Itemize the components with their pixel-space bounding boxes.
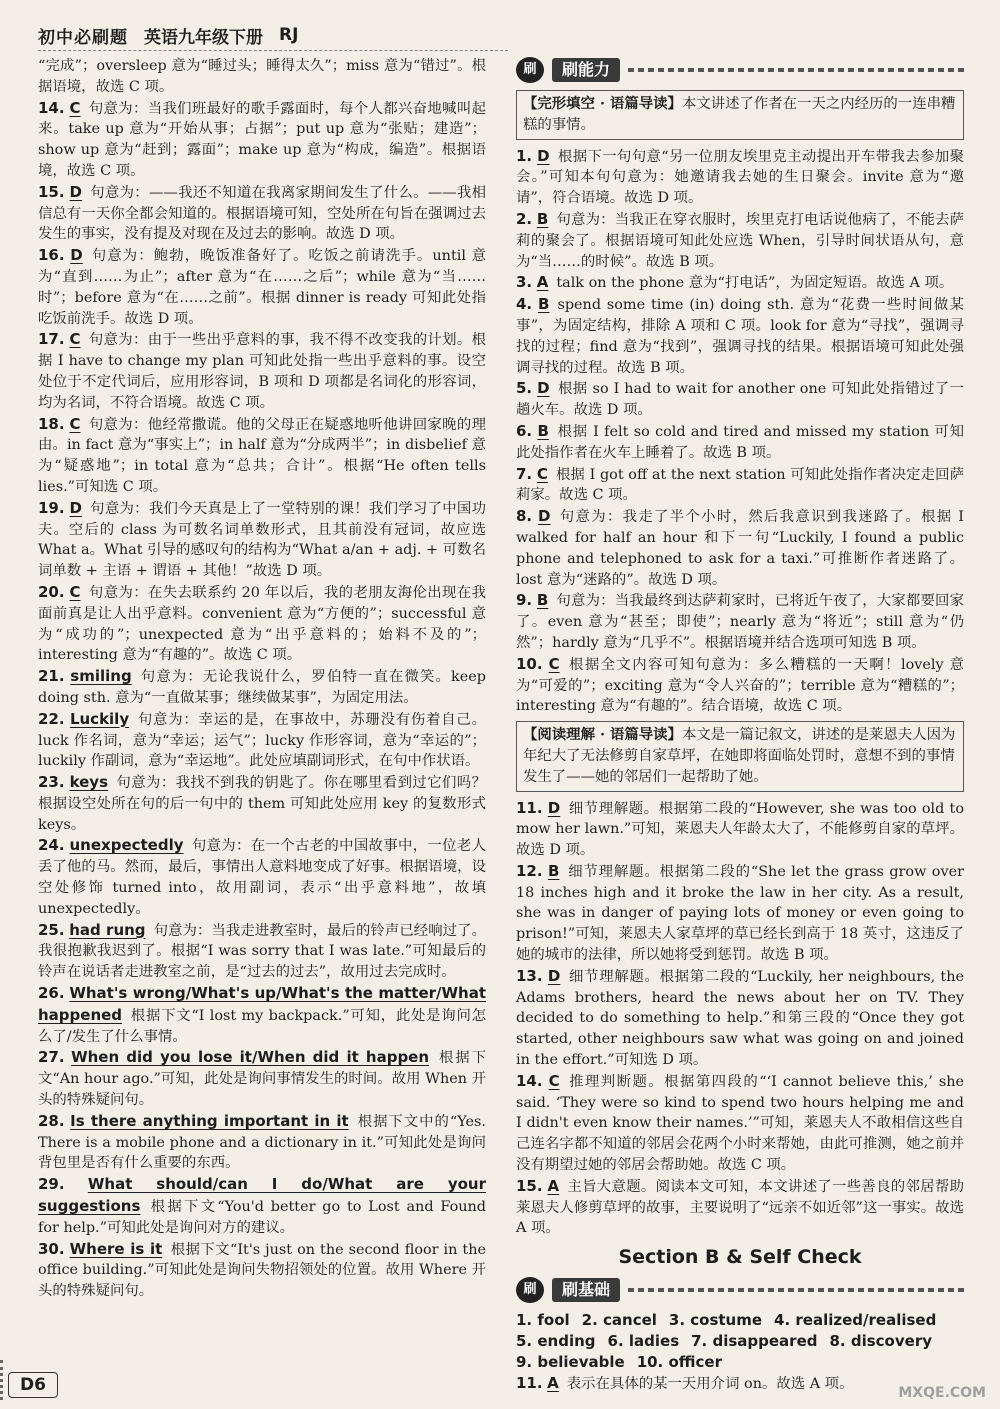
book-title: 英语九年级下册 bbox=[144, 27, 263, 48]
item-answer: B bbox=[536, 591, 549, 610]
item-answer: A bbox=[547, 1176, 560, 1195]
answer-item bbox=[38, 56, 486, 98]
item-number: 15. bbox=[38, 182, 65, 201]
item-answer: A bbox=[547, 1374, 559, 1393]
item-explanation: 根据下文“I lost my backpack.”可知，此处是询问怎么了/发生了什么事情。 bbox=[38, 1007, 486, 1045]
answer-item bbox=[516, 861, 964, 966]
item-explanation: 句意为：在失去联系约 20 年以后，我的老朋友海伦出现在我面前真是让人出乎意料。convenient 意为“方便的”；successful 意为“成功的”；unexpected 意为“出乎意料的；始料不及的”；interesting 意为“有趣的”。故选 C 项。 bbox=[38, 584, 486, 664]
item-answer: C bbox=[69, 582, 81, 601]
item-number: 17. bbox=[38, 330, 65, 349]
item-explanation: 主旨大意题。阅读本文可知，本文讲述了一些善良的邻居帮助莱恩夫人修剪草坪的故事，主要说明了“远亲不如近邻”这一事实。故选 A 项。 bbox=[516, 1178, 964, 1237]
item-explanation: talk on the phone 意为“打电话”，为固定短语。故选 A 项。 bbox=[556, 275, 954, 292]
item-explanation: 句意为：当我正在穿衣服时，埃里克打电话说他病了，不能去萨莉的聚会了。根据语境可知此处应选 When，引导时间状语从句，意为“当……的时候”。故选 B 项。 bbox=[516, 211, 964, 270]
item-number: 28. bbox=[38, 1111, 65, 1130]
item-number: 11. bbox=[516, 798, 543, 817]
item-answer: B bbox=[538, 295, 550, 314]
item-answer: D bbox=[537, 146, 550, 165]
item-answer: keys bbox=[69, 773, 109, 792]
item-answer: B bbox=[547, 861, 560, 880]
item-explanation: 根据 I felt so cold and tired and missed my station 可知此处指作者在火车上睡着了。故选 B 项。 bbox=[516, 423, 964, 461]
vocab-answer: 1. fool bbox=[516, 1311, 570, 1330]
reading-guide-text: 本文是一篇记叙文，讲述的是莱恩夫人因为年纪大了无法修剪自家草坪，在她即将面临处罚时，意想不到的事情发生了——她的邻居们一起帮助了她。 bbox=[523, 727, 956, 785]
item-explanation: 句意为：当我最终到达萨莉家时，已将近午夜了，大家都要回家了。even 意为“甚至；即使”；nearly 意为“将近”；still 意为“仍然”；hardly 意为“几乎不”。根据语境并结合选项可知选 B 项。 bbox=[516, 593, 964, 651]
last-answer bbox=[516, 1373, 964, 1395]
item-number: 6. bbox=[516, 421, 533, 440]
vocab-answer: 5. ending bbox=[516, 1332, 596, 1351]
item-explanation: 细节理解题。根据第二段的“She let the grass grow over 18 inches high and it broke the law in her city. As a result, she was in danger of paying lots of money or even going to prison!”可知，莱恩夫人家草坪的草已经长到高于 18 英寸，这违反了她的城市的法律，所以她将受到惩罚。故选 B 项。 bbox=[516, 863, 965, 964]
reading-guide bbox=[516, 721, 964, 791]
item-answer: smiling bbox=[70, 667, 132, 686]
item-number: 21. bbox=[38, 667, 65, 686]
item-number: 27. bbox=[38, 1048, 65, 1067]
cloze-answers bbox=[516, 146, 964, 718]
item-explanation: 根据下一句句意“另一位朋友埃里克主动提出开车带我去参加聚会。”可知本句句意为：她邀请我去她的生日聚会。invite 意为“邀请”，符合语境。故选 D 项。 bbox=[516, 148, 964, 207]
reading-guide-title: 【阅读理解 · 语篇导读】 bbox=[523, 726, 682, 744]
item-number: 20. bbox=[38, 582, 65, 601]
item-number: 30. bbox=[38, 1239, 65, 1258]
item-explanation: 根据 I got off at the next station 可知此处指作者决定走回萨莉家。故选 C 项。 bbox=[516, 466, 965, 504]
item-number: 7. bbox=[516, 464, 533, 483]
item-number: 25. bbox=[38, 920, 65, 939]
item-explanation: 句意为：由于一些出乎意料的事，我不得不改变我的计划。根据 I have to change my plan 可知此处指一些出乎意料的事。设空处位于不定代词后，应用形容词，B 项和 D 项都是名词化的形容词，均为名词，不符合语境。故选 C 项。 bbox=[38, 332, 486, 411]
item-answer: What should/can I do/What are your suggestions bbox=[38, 1175, 486, 1216]
item-explanation: 句意为：幸运的是，在事故中，苏珊没有伤着自己。luck 作名词，意为“幸运；运气”；lucky 作形容词，意为“幸运的”；luckily 作副词，意为“幸运地”。此处应填副词形式，在句中作状语。 bbox=[38, 711, 486, 770]
brush-icon: 刷 bbox=[516, 1277, 544, 1303]
item-number: 22. bbox=[38, 709, 65, 728]
item-answer: A bbox=[536, 273, 549, 292]
item-explanation: 根据下文“An hour ago.”可知，此处是询问事情发生的时间。故用 When 开头的特殊疑问句。 bbox=[38, 1050, 486, 1109]
answer-item bbox=[516, 1176, 964, 1239]
item-number: 29. bbox=[38, 1175, 65, 1194]
ability-section-tag bbox=[516, 56, 964, 84]
item-number: 8. bbox=[516, 507, 533, 526]
answer-item bbox=[38, 835, 486, 919]
answer-item bbox=[516, 1373, 964, 1395]
answer-item bbox=[516, 506, 964, 590]
answer-item bbox=[38, 182, 486, 245]
item-number: 13. bbox=[516, 966, 543, 985]
item-answer: B bbox=[536, 209, 549, 228]
page-header bbox=[38, 20, 508, 51]
cloze-guide-title: 【完形填空 · 语篇导读】 bbox=[523, 95, 682, 112]
item-number: 26. bbox=[38, 984, 65, 1003]
item-answer: D bbox=[547, 798, 561, 817]
item-number: 18. bbox=[38, 414, 65, 433]
answer-item bbox=[38, 1111, 486, 1174]
answer-item bbox=[38, 1239, 486, 1302]
brush-icon: 刷 bbox=[516, 57, 544, 83]
item-answer: C bbox=[69, 330, 81, 349]
vocab-row bbox=[516, 1352, 964, 1373]
right-column bbox=[516, 56, 964, 1395]
item-explanation: 句意为：在一个古老的中国故事中，一位老人丢了他的马。然而，最后，事情出人意料地变成了好事。根据语境，设空处修饰 turned into，故用副词，表示“出乎意料地”，故填 unexpectedly。 bbox=[38, 838, 486, 917]
item-answer: D bbox=[547, 966, 561, 985]
item-number: 3. bbox=[516, 273, 533, 292]
cloze-guide-text: 本文讲述了作者在一天之内经历的一连串糟糕的事情。 bbox=[523, 96, 956, 133]
item-explanation: 表示在具体的某一天用介词 on。故选 A 项。 bbox=[566, 1376, 854, 1393]
edition-label: RJ bbox=[279, 25, 299, 45]
item-explanation: 根据全文内容可知句意为：多么糟糕的一天啊！lovely 意为“可爱的”；exciting 意为“令人兴奋的”；terrible 意为“糟糕的”；interesting 意为“有趣的”。结合语境，故选 C 项。 bbox=[516, 656, 964, 715]
item-explanation: 根据下文“You'd better go to Lost and Found for help.”可知此处是询问对方的建议。 bbox=[38, 1199, 486, 1236]
answer-item bbox=[38, 709, 486, 772]
item-answer: C bbox=[536, 464, 548, 483]
item-answer: had rung bbox=[69, 920, 146, 939]
item-explanation: 句意为：当我走进教室时，最后的铃声已经响过了。我很抱歉我迟到了。根据“I was sorry that I was late.”可知最后的铃声在说话者走进教室之前，是“过去的过去”，故用过去完成时。 bbox=[38, 922, 486, 981]
vocab-answer: 10. officer bbox=[636, 1353, 722, 1372]
vocab-answer: 3. costume bbox=[668, 1311, 763, 1330]
vocab-row bbox=[516, 1331, 964, 1352]
answer-item bbox=[38, 414, 486, 498]
item-explanation: 根据下文中的“Yes. There is a mobile phone and a dictionary in it.”可知此处是询问背包里是否有什么重要的东西。 bbox=[38, 1113, 486, 1172]
item-number: 15. bbox=[516, 1176, 543, 1195]
answer-item bbox=[516, 464, 964, 507]
item-answer: What's wrong/What's up/What's the matter/What happened bbox=[38, 984, 487, 1024]
vocab-answer: 4. realized/realised bbox=[774, 1311, 937, 1330]
answer-item bbox=[38, 498, 486, 582]
item-answer: Is there anything important in it bbox=[70, 1111, 349, 1130]
item-number: 2. bbox=[516, 209, 533, 228]
answer-item bbox=[516, 146, 964, 209]
section-title: Section B & Self Check bbox=[618, 1246, 862, 1269]
item-answer: B bbox=[537, 421, 549, 440]
item-answer: D bbox=[538, 507, 551, 526]
item-explanation: 推理判断题。根据第四段的“‘I cannot believe this,’ she said. ‘They were so kind to spend two hours helping me and I didn't even know their names.’”可知，莱恩夫人不敢相信这些自己连名字都不知道的邻居会花两个小时来帮她，由此可推测，她之前并没有期望过她的邻居会帮助她。故选 C 项。 bbox=[516, 1073, 964, 1174]
basics-label: 刷基础 bbox=[552, 1278, 620, 1303]
item-answer: Luckily bbox=[69, 709, 130, 728]
item-answer: C bbox=[69, 98, 81, 117]
vocab-answer: 6. ladies bbox=[607, 1332, 680, 1351]
answer-item bbox=[38, 582, 486, 666]
item-number: 1. bbox=[516, 146, 533, 165]
item-explanation: 句意为：我找不到我的钥匙了。你在哪里看到过它们吗？根据设空处所在句的后一句中的 them 可知此处应用 key 的复数形式 keys。 bbox=[38, 775, 486, 833]
ability-label: 刷能力 bbox=[552, 58, 620, 83]
answer-item bbox=[516, 294, 964, 378]
vocab-answer: 2. cancel bbox=[581, 1311, 657, 1330]
basics-section-tag bbox=[516, 1276, 964, 1304]
item-explanation: 句意为：他经常撒谎。他的父母正在疑惑地听他讲回家晚的理由。in fact 意为“事实上”；in half 意为“分成两半”；in disbelief 意为“疑惑地”；in total 意为“总共；合计”。根据“He often tells lies.”可知选 C 项。 bbox=[38, 416, 486, 495]
item-answer: C bbox=[69, 414, 81, 433]
answer-item bbox=[38, 98, 486, 182]
answer-item bbox=[516, 798, 964, 861]
item-number: 16. bbox=[38, 246, 65, 265]
answer-item bbox=[516, 654, 964, 717]
reading-answers bbox=[516, 798, 964, 1240]
item-number: 5. bbox=[516, 379, 533, 398]
item-explanation: spend some time (in) doing sth. 意为“花费一些时间做某事”，为固定结构，排除 A 项和 C 项。look for 意为“寻找”，强调寻找的过程；find 意为“找到”，强调寻找的结果。根据语境可知此处强调寻找的过程。故选 B 项。 bbox=[516, 297, 964, 376]
item-number: 12. bbox=[516, 861, 543, 880]
cloze-guide bbox=[516, 90, 964, 140]
vocab-answer: 8. discovery bbox=[829, 1332, 932, 1351]
item-answer: C bbox=[548, 1071, 560, 1090]
item-answer: unexpectedly bbox=[69, 836, 184, 855]
item-number: 14. bbox=[516, 1071, 543, 1090]
item-number: 9. bbox=[516, 591, 533, 610]
item-explanation: 细节理解题。根据第二段的“However, she was too old to mow her lawn.”可知，莱恩夫人年龄太大了，不能修剪自家的草坪。故选 D 项。 bbox=[516, 800, 964, 859]
answer-item bbox=[38, 329, 486, 413]
item-answer: D bbox=[70, 246, 83, 265]
answer-item bbox=[38, 983, 486, 1047]
item-answer: Where is it bbox=[69, 1239, 163, 1258]
left-column bbox=[38, 56, 486, 1302]
item-answer: When did you lose it/When did it happen bbox=[71, 1048, 430, 1067]
divider bbox=[628, 1288, 964, 1292]
answer-item bbox=[516, 590, 964, 653]
answer-item bbox=[38, 666, 486, 709]
item-number: 10. bbox=[516, 654, 543, 673]
item-explanation: 根据下文“It's just on the second floor in the office building.”可知此处是询问失物招领处的位置。故用 Where 开头的特殊疑问句。 bbox=[38, 1241, 486, 1300]
page-number: D6 bbox=[8, 1372, 58, 1398]
vocab-answer: 9. believable bbox=[516, 1353, 625, 1372]
item-answer: D bbox=[537, 379, 550, 398]
watermark: MXQE.COM bbox=[898, 1385, 986, 1401]
item-number: 23. bbox=[38, 773, 65, 792]
item-explanation: 句意为：鲍勃，晚饭准备好了。吃饭之前请洗手。until 意为“直到……为止”；after 意为“在……之后”；while 意为“当……时”；before 意为“在……之前”。根据 dinner is ready 可知此处指吃饭前洗手。故选 D 项。 bbox=[38, 248, 486, 327]
answer-item bbox=[38, 245, 486, 329]
item-answer: C bbox=[548, 654, 560, 673]
answer-item bbox=[516, 209, 964, 272]
item-explanation: 句意为：无论我说什么，罗伯特一直在微笑。keep doing sth. 意为“一直做某事；继续做某事”，为固定用法。 bbox=[38, 669, 487, 706]
vocab-row bbox=[516, 1310, 964, 1331]
answer-item bbox=[38, 1047, 486, 1110]
divider bbox=[628, 68, 964, 72]
vocab-answers bbox=[516, 1310, 964, 1373]
item-explanation: 根据 so I had to wait for another one 可知此处指错过了一趟火车。故选 D 项。 bbox=[516, 381, 964, 419]
item-number: 4. bbox=[516, 295, 533, 314]
series-title: 初中必刷题 bbox=[38, 27, 128, 48]
answer-item bbox=[516, 966, 964, 1071]
answer-item bbox=[516, 421, 964, 464]
answer-item bbox=[516, 272, 964, 294]
item-explanation: 句意为：我走了半个小时，然后我意识到我迷路了。根据 I walked for half an hour 和下一句“Luckily, I found a public phone and telephoned to ask for a taxi.”可推断作者迷路了。lost 意为“迷路的”。故选 D 项。 bbox=[516, 509, 964, 588]
item-explanation: 句意为：——我还不知道在我离家期间发生了什么。——我相信总有一天你全都会知道的。根据语境可知，空处所在句旨在强调过去发生的事实，没有提及对现在及过去的影响。故选 D 项。 bbox=[38, 184, 486, 243]
item-number: 24. bbox=[38, 836, 65, 855]
answer-item bbox=[38, 772, 486, 835]
item-number: 11. bbox=[516, 1374, 543, 1393]
answer-item bbox=[516, 1071, 964, 1176]
item-answer: D bbox=[69, 182, 82, 201]
item-explanation: “完成”；oversleep 意为“睡过头；睡得太久”；miss 意为“错过”。根据语境，故选 C 项。 bbox=[38, 58, 486, 95]
item-explanation: 句意为：我们今天真是上了一堂特别的课！我们学习了中国功夫。空后的 class 为可数名词单数形式，且其前没有冠词，故应选 What a。What 引导的感叹句的结构为“What a/an + adj. + 可数名词单数 + 主语 + 谓语 + 其他！”故选 D 项。 bbox=[38, 500, 486, 580]
item-explanation: 细节理解题。根据第二段的“Luckily, her neighbours, the Adams brothers, heard the news about her on TV. They decided to do something to help.”和第三段的“Once they got started, other neighbours saw what was going on and joined in the effort.”可知选 D 项。 bbox=[516, 968, 964, 1069]
answer-item bbox=[516, 378, 964, 421]
item-number: 14. bbox=[38, 98, 65, 117]
vocab-answer: 7. disappeared bbox=[691, 1332, 818, 1351]
answer-item bbox=[38, 920, 486, 983]
item-explanation: 句意为：当我们班最好的歌手露面时，每个人都兴奋地喊叫起来。take up 意为“开始从事；占据”；put up 意为“张贴；建造”；show up 意为“赶到；露面”；make up 意为“构成，编造”。根据语境，故选 C 项。 bbox=[38, 100, 486, 179]
answer-item bbox=[38, 1174, 486, 1238]
item-number: 19. bbox=[38, 498, 65, 517]
item-answer: D bbox=[69, 498, 82, 517]
